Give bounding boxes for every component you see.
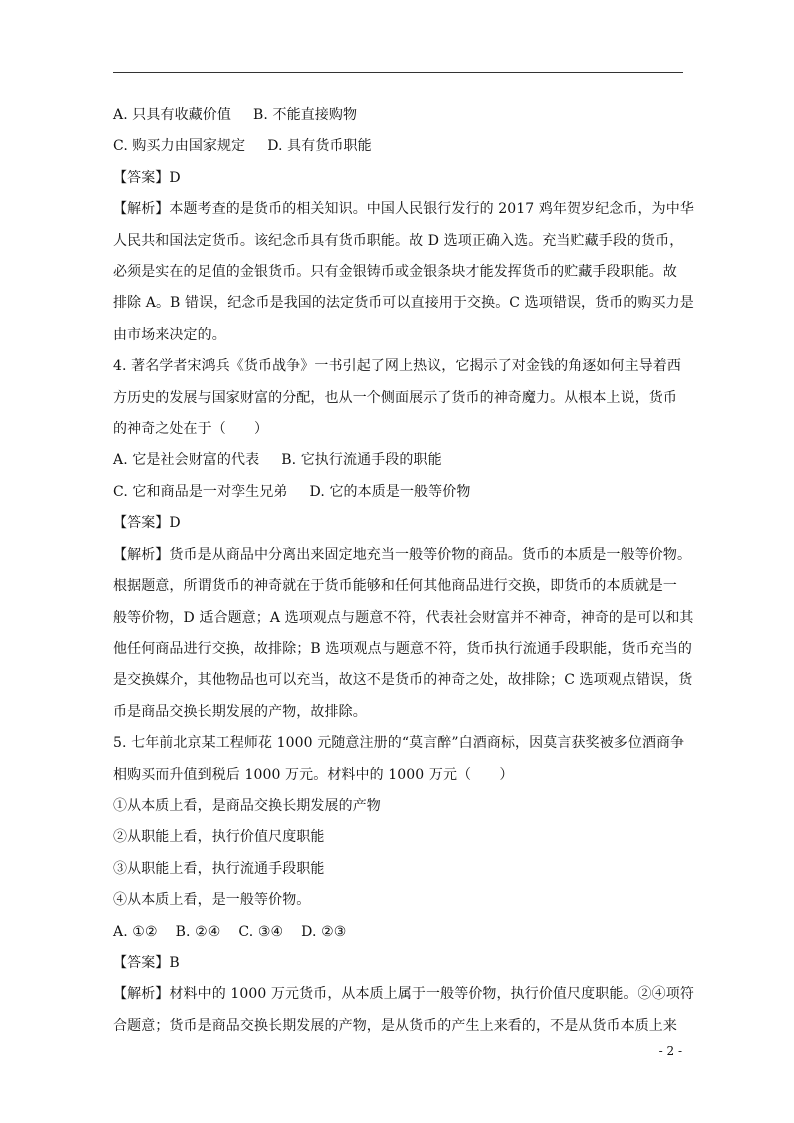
q5-stem-line: 相购买而升值到税后 1000 万元。材料中的 1000 万元（ ） bbox=[113, 766, 514, 783]
q4-option-c: C. 它和商品是一对孪生兄弟 bbox=[113, 483, 288, 500]
q4-option-b: B. 它执行流通手段的职能 bbox=[281, 452, 442, 469]
q3-analysis-line: 排除 A。B 错误，纪念币是我国的法定货币可以直接用于交换。C 选项错误，货币的购买力是 bbox=[113, 295, 694, 312]
q5-analysis-line: 合题意；货币是商品交换长期发展的产物，是从货币的产生上来看的，不是从货币本质上来 bbox=[113, 1017, 677, 1034]
q4-analysis-line: 般等价物，D 适合题意；A 选项观点与题意不符，代表社会财富并不神奇，神奇的是可以和其 bbox=[113, 609, 694, 626]
q3-option-d: D. 具有货币职能 bbox=[267, 138, 372, 155]
q3-analysis-line: 人民共和国法定货币。该纪念币具有货币职能。故 D 选项正确入选。充当贮藏手段的货币， bbox=[113, 232, 684, 249]
q5-item: ③从职能上看，执行流通手段职能 bbox=[113, 860, 325, 877]
q4-answer: 【答案】D bbox=[113, 515, 181, 532]
q4-stem-line: 4. 著名学者宋鸿兵《货币战争》一书引起了网上热议，它揭示了对金钱的角逐如何主导着西 bbox=[113, 358, 682, 375]
header-rule bbox=[113, 72, 683, 73]
q3-options-row-1 bbox=[113, 100, 683, 131]
q3-option-b: B. 不能直接购物 bbox=[253, 107, 358, 123]
q4-stem-line: 方历史的发展与国家财富的分配，也从一个侧面展示了货币的神奇魔力。从根本上说，货币 bbox=[113, 389, 677, 406]
q4-option-d: D. 它的本质是一般等价物 bbox=[309, 483, 471, 500]
document-content bbox=[113, 100, 694, 1042]
q5-stem-line: 5. 七年前北京某工程师花 1000 元随意注册的“莫言醉”白酒商标，因莫言获奖被多位酒商争 bbox=[113, 735, 685, 752]
q5-option-c: C. ③④ bbox=[238, 923, 284, 940]
q3-analysis-line: 【解析】本题考查的是货币的相关知识。中国人民银行发行的 2017 鸡年贺岁纪念币，为中华 bbox=[113, 201, 694, 218]
q5-options-row bbox=[113, 917, 683, 948]
q5-analysis-line: 【解析】材料中的 1000 万元货币，从本质上属于一般等价物，执行价值尺度职能。②④项符 bbox=[113, 986, 694, 1003]
q4-options-row-2 bbox=[113, 477, 683, 508]
q3-options-row-2 bbox=[113, 131, 683, 162]
q4-analysis-line: 他任何商品进行交换，故排除；B 选项观点与题意不符，货币执行流通手段职能，货币充当的 bbox=[113, 640, 692, 657]
q5-option-d: D. ②③ bbox=[301, 923, 347, 940]
q4-analysis-line: 是交换媒介，其他物品也可以充当，故这不是货币的神奇之处，故排除；C 选项观点错误，货 bbox=[113, 672, 693, 689]
q5-option-b: B. ②④ bbox=[175, 923, 221, 940]
q5-item: ④从本质上看，是一般等价物。 bbox=[113, 892, 311, 909]
q4-analysis-line: 币是商品交换长期发展的产物，故排除。 bbox=[113, 703, 367, 720]
q5-option-a: A. ①② bbox=[113, 923, 158, 940]
page-number: - 2 - bbox=[658, 1044, 682, 1058]
q4-stem-line: 的神奇之处在于（ ） bbox=[113, 421, 269, 438]
q3-option-a: A. 只具有收藏价值 bbox=[113, 107, 232, 123]
q5-answer: 【答案】B bbox=[113, 954, 180, 971]
q4-analysis-line: 根据题意，所谓货币的神奇就在于货币能够和任何其他商品进行交换，即货币的本质就是一 bbox=[113, 578, 677, 595]
q4-option-a: A. 它是社会财富的代表 bbox=[113, 452, 260, 469]
q3-analysis-line: 必须是实在的足值的金银货币。只有金银铸币或金银条块才能发挥货币的贮藏手段职能。故 bbox=[113, 264, 677, 281]
q4-analysis-line: 【解析】货币是从商品中分离出来固定地充当一般等价物的商品。货币的本质是一般等价物。 bbox=[113, 546, 692, 563]
q3-option-c: C. 购买力由国家规定 bbox=[113, 138, 246, 155]
q5-item: ②从职能上看，执行价值尺度职能 bbox=[113, 829, 325, 846]
q5-item: ①从本质上看，是商品交换长期发展的产物 bbox=[113, 797, 381, 814]
q3-answer: 【答案】D bbox=[113, 169, 181, 186]
q4-options-row-1 bbox=[113, 445, 683, 476]
q3-analysis-line: 由市场来决定的。 bbox=[113, 326, 226, 343]
